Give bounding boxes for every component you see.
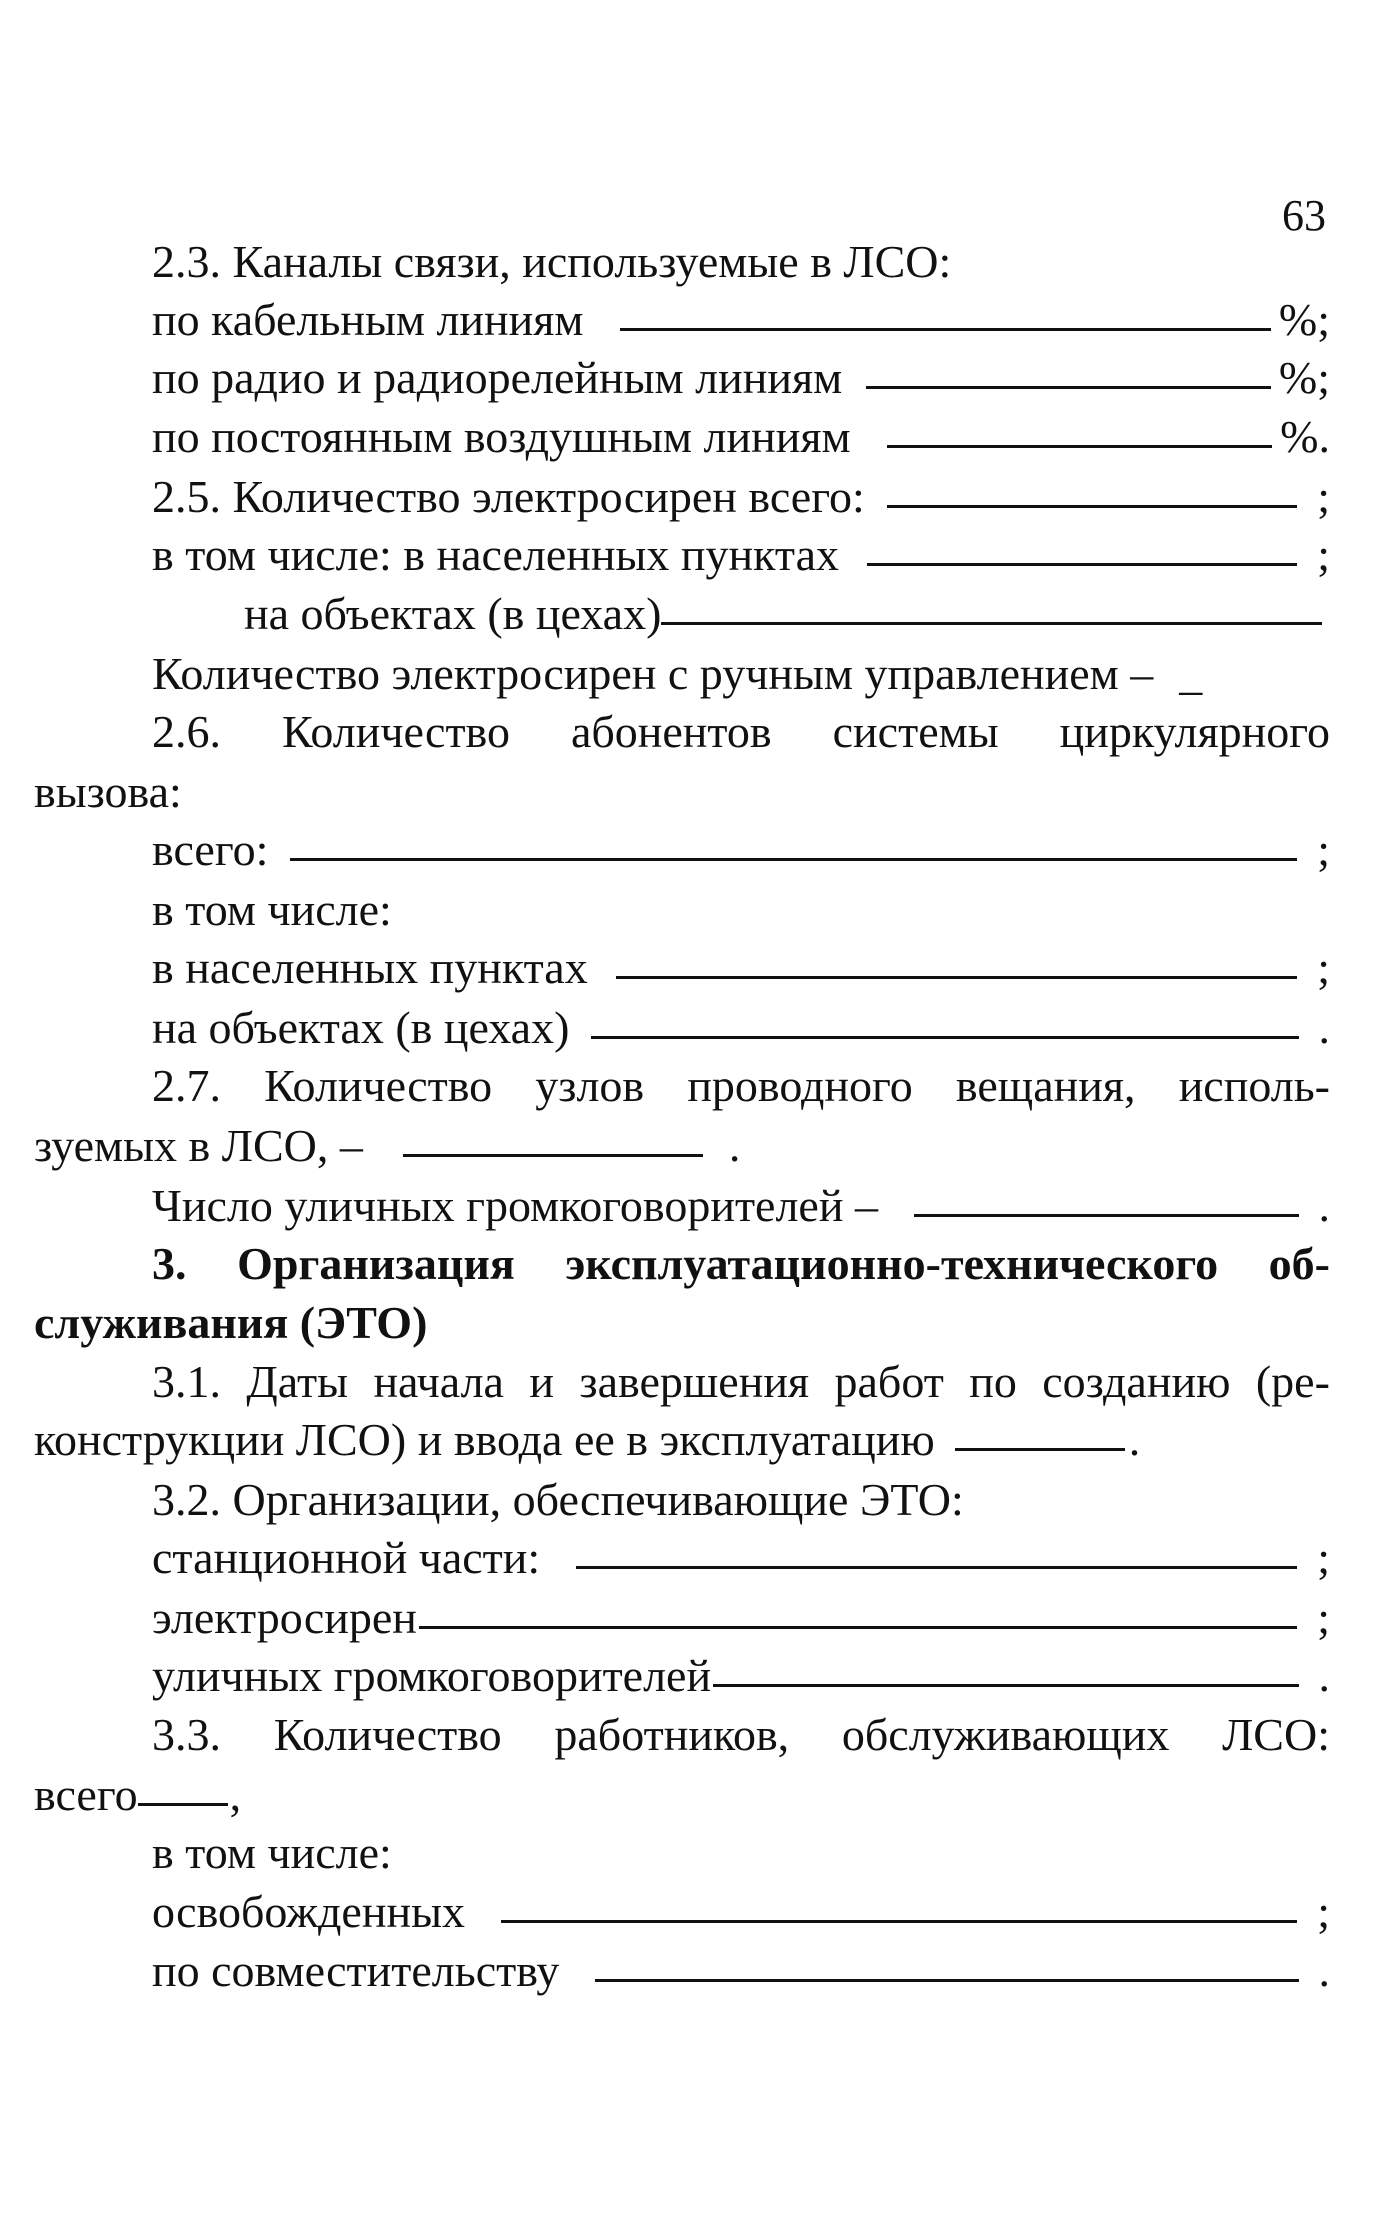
label: электросирен xyxy=(152,1592,417,1643)
word: 2.6. xyxy=(152,706,221,757)
workers-released-row xyxy=(152,1882,1330,1942)
label: зуемых в ЛСО, – xyxy=(34,1120,363,1171)
workers-total-row xyxy=(34,1765,241,1825)
suffix: . xyxy=(1318,1650,1330,1701)
word: 2.7. xyxy=(152,1060,221,1111)
blank-line[interactable] xyxy=(661,621,1322,625)
workers-part-time-row xyxy=(152,1941,1330,2001)
label: станционной части: xyxy=(152,1532,541,1583)
word: исполь- xyxy=(1178,1060,1330,1111)
word: узлов xyxy=(535,1060,645,1111)
blank-line[interactable] xyxy=(595,1978,1298,1982)
sirens-objects-row xyxy=(244,584,1322,644)
word: 3.3. xyxy=(152,1709,221,1760)
label: 2.5. Количество электросирен всего: xyxy=(152,471,865,522)
section-3-heading-continuation xyxy=(34,1293,427,1353)
workers-including-label xyxy=(152,1823,392,1883)
overhead-lines-row xyxy=(152,407,1330,467)
suffix: ; xyxy=(1317,1592,1330,1643)
radio-lines-row xyxy=(152,348,1330,408)
item-3-3-heading xyxy=(152,1705,1330,1765)
label: всего xyxy=(34,1769,138,1820)
label: по радио и радиорелейным линиям xyxy=(152,352,843,403)
label: Число уличных громкоговорителей – xyxy=(152,1180,878,1231)
item-3-1-heading xyxy=(152,1352,1330,1412)
suffix: %; xyxy=(1278,352,1330,403)
word: созданию xyxy=(1042,1356,1231,1407)
word: завершения xyxy=(579,1356,810,1407)
suffix: _ xyxy=(1179,648,1203,699)
word: Количество xyxy=(273,1709,502,1760)
label: в населенных пунктах xyxy=(152,942,588,993)
page-number: 63 xyxy=(1282,191,1326,240)
suffix: ; xyxy=(1317,1532,1330,1583)
item-2-6-continuation xyxy=(34,762,182,822)
text: вызова: xyxy=(34,766,182,817)
suffix: ; xyxy=(1317,471,1330,522)
text: служивания (ЭТО) xyxy=(34,1297,428,1348)
blank-line[interactable] xyxy=(576,1565,1297,1569)
word: проводного xyxy=(687,1060,913,1111)
blank-line[interactable] xyxy=(591,1035,1298,1039)
cable-lines-row xyxy=(152,290,1330,350)
blank-line[interactable] xyxy=(138,1802,228,1806)
blank-line[interactable] xyxy=(290,857,1297,861)
suffix: ; xyxy=(1317,824,1330,875)
blank-line[interactable] xyxy=(887,504,1297,508)
subscribers-total-row xyxy=(152,820,1330,880)
blank-line[interactable] xyxy=(713,1683,1298,1687)
word: об- xyxy=(1268,1238,1330,1289)
manual-sirens-row xyxy=(152,644,1202,704)
word: и xyxy=(529,1356,554,1407)
item-2-7-heading xyxy=(152,1056,1330,1116)
station-part-row xyxy=(152,1528,1330,1588)
suffix: . xyxy=(1318,1002,1330,1053)
label: конструкции ЛСО) и ввода ее в эксплуатацию xyxy=(34,1414,935,1465)
suffix: , xyxy=(229,1769,242,1820)
word: (ре- xyxy=(1255,1356,1330,1407)
subscribers-objects-row xyxy=(152,998,1330,1058)
label: в том числе: в населенных пунктах xyxy=(152,529,839,580)
blank-line[interactable] xyxy=(501,1919,1297,1923)
word: обслуживающих xyxy=(841,1709,1170,1760)
suffix: . xyxy=(1128,1414,1141,1465)
sirens-org-row xyxy=(152,1588,1330,1648)
suffix: ; xyxy=(1317,529,1330,580)
word: работников, xyxy=(554,1709,790,1760)
suffix: %. xyxy=(1280,411,1330,462)
loudspeakers-org-row xyxy=(152,1646,1330,1706)
blank-line[interactable] xyxy=(955,1447,1125,1451)
suffix: ; xyxy=(1317,942,1330,993)
word: эксплуатационно-технического xyxy=(565,1238,1219,1289)
word: абонентов xyxy=(570,706,772,757)
label: на объектах (в цехах) xyxy=(244,588,662,639)
label: по постоянным воздушным линиям xyxy=(152,411,851,462)
subscribers-settlements-row xyxy=(152,938,1330,998)
item-3-2-heading xyxy=(152,1470,964,1530)
word: вещания, xyxy=(955,1060,1136,1111)
commissioning-date-row xyxy=(34,1410,1140,1470)
word: циркулярного xyxy=(1059,706,1330,757)
blank-line[interactable] xyxy=(914,1213,1299,1217)
sirens-settlements-row xyxy=(152,525,1330,585)
blank-line[interactable] xyxy=(620,327,1271,331)
broadcast-nodes-row xyxy=(34,1116,740,1176)
text: 3.2. Организации, обеспечивающие ЭТО: xyxy=(152,1474,964,1525)
suffix: %; xyxy=(1278,294,1330,345)
word: 3. xyxy=(152,1238,187,1289)
suffix: . xyxy=(728,1120,741,1171)
suffix: ; xyxy=(1317,1886,1330,1937)
word: 3.1. xyxy=(152,1356,221,1407)
label: освобожденных xyxy=(152,1886,465,1937)
label: на объектах (в цехах) xyxy=(152,1002,570,1053)
loudspeakers-count-row xyxy=(152,1176,1330,1236)
blank-line[interactable] xyxy=(887,444,1273,448)
word: Количество xyxy=(281,706,510,757)
word: Организация xyxy=(237,1238,515,1289)
suffix: . xyxy=(1318,1180,1330,1231)
label: Количество электросирен с ручным управлением – xyxy=(152,648,1154,699)
text: 2.3. Каналы связи, используемые в ЛСО: xyxy=(152,236,952,287)
label: по совместительству xyxy=(152,1945,560,1996)
text: в том числе: xyxy=(152,1827,392,1878)
word: ЛСО: xyxy=(1222,1709,1330,1760)
blank-line[interactable] xyxy=(419,1625,1297,1629)
blank-line[interactable] xyxy=(616,975,1297,979)
section-3-heading xyxy=(152,1234,1330,1294)
blank-line[interactable] xyxy=(867,562,1297,566)
item-2-3-heading xyxy=(152,232,951,292)
word: Даты xyxy=(246,1356,349,1407)
blank-line[interactable] xyxy=(403,1153,703,1157)
blank-line[interactable] xyxy=(866,385,1271,389)
label: по кабельным линиям xyxy=(152,294,584,345)
label: уличных громкоговорителей xyxy=(152,1650,712,1701)
word: по xyxy=(969,1356,1017,1407)
text: в том числе: xyxy=(152,884,392,935)
including-label xyxy=(152,880,392,940)
sirens-total-row xyxy=(152,467,1330,527)
word: системы xyxy=(832,706,999,757)
word: работ xyxy=(834,1356,944,1407)
word: Количество xyxy=(264,1060,493,1111)
suffix: . xyxy=(1318,1945,1330,1996)
label: всего: xyxy=(152,824,269,875)
word: начала xyxy=(373,1356,504,1407)
item-2-6-heading xyxy=(152,702,1330,762)
